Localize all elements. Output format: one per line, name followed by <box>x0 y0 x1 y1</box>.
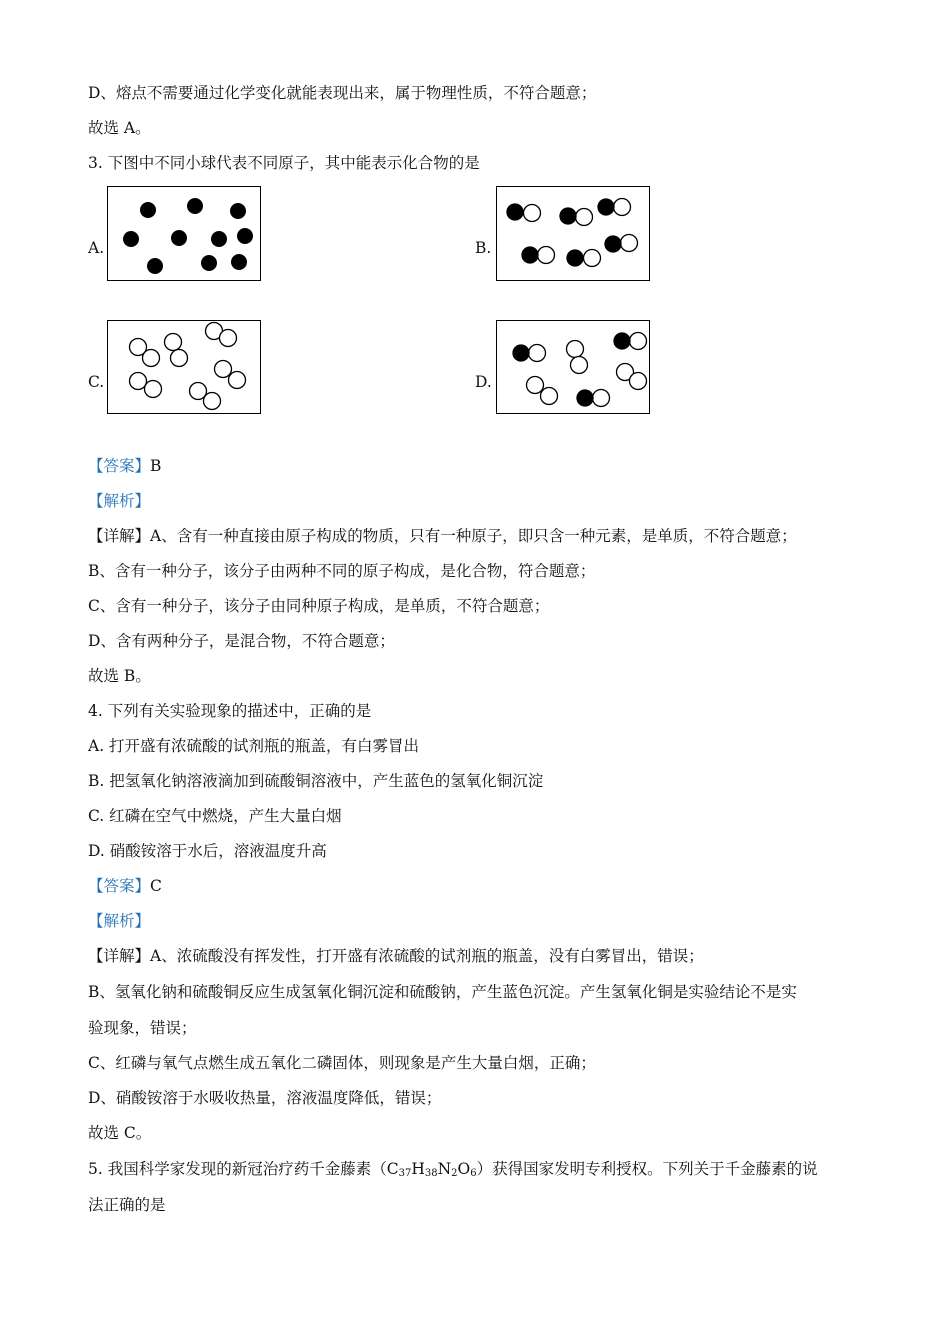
question-4: 4. 下列有关实验现象的描述中，正确的是 <box>88 702 372 720</box>
element-symbol: N <box>437 1160 452 1178</box>
detail-3-c: C、含有一种分子，该分子由同种原子构成，是单质，不符合题意； <box>88 597 550 615</box>
q5-text: 5. 我国科学家发现的新冠治疗药千金藤素（C <box>88 1160 399 1178</box>
detail-4-b-cont: 验现象，错误； <box>88 1019 197 1037</box>
option-c-label: C. <box>88 373 105 391</box>
detail-tag: 【详解】 <box>88 527 151 545</box>
option-a-label: A. <box>88 239 105 257</box>
answer-value: B <box>150 457 162 475</box>
figure-a <box>107 186 261 281</box>
atom-filled <box>230 203 246 219</box>
detail-text: A、含有一种直接由原子构成的物质，只有一种原子，即只含一种元素，是单质，不符合题意； <box>150 527 797 545</box>
atom-filled <box>237 228 253 244</box>
answer-tag: 【答案】 <box>88 877 151 895</box>
detail-4-c: C、红磷与氧气点燃生成五氧化二磷固体，则现象是产生大量白烟，正确； <box>88 1054 596 1072</box>
figure-c <box>107 320 261 414</box>
option-4-b: B. 把氢氧化钠溶液滴加到硫酸铜溶液中，产生蓝色的氢氧化铜沉淀 <box>88 772 544 790</box>
select-4: 故选 C。 <box>88 1124 152 1142</box>
detail-3-a <box>88 526 797 546</box>
detail-4-a <box>88 946 704 966</box>
atom-filled <box>211 231 227 247</box>
option-4-d: D. 硝酸铵溶于水后，溶液温度升高 <box>88 842 327 860</box>
figure-c-molecules <box>108 321 259 412</box>
atom-filled <box>231 254 247 270</box>
question-3: 3. 下图中不同小球代表不同原子，其中能表示化合物的是 <box>88 154 480 172</box>
text-line: 故选 A。 <box>88 119 151 137</box>
option-4-a: A. 打开盛有浓硫酸的试剂瓶的瓶盖，有白雾冒出 <box>88 737 420 755</box>
answer-3 <box>88 456 161 476</box>
detail-text: A、浓硫酸没有挥发性，打开盛有浓硫酸的试剂瓶的瓶盖，没有白雾冒出，错误； <box>150 947 704 965</box>
analysis-tag: 【解析】 <box>88 492 151 510</box>
atom-filled <box>140 202 156 218</box>
question-5 <box>88 1159 818 1179</box>
analysis-tag: 【解析】 <box>88 912 151 930</box>
atom-filled <box>147 258 163 274</box>
figure-d <box>496 320 650 414</box>
subscript: 2 <box>451 1168 458 1179</box>
detail-3-b: B、含有一种分子，该分子由两种不同的原子构成，是化合物，符合题意； <box>88 562 596 580</box>
element-symbol: O <box>457 1160 471 1178</box>
detail-tag: 【详解】 <box>88 947 151 965</box>
element-symbol: H <box>411 1160 425 1178</box>
answer-value: C <box>150 877 162 895</box>
detail-4-b: B、氢氧化钠和硫酸铜反应生成氢氧化铜沉淀和硫酸钠，产生蓝色沉淀。产生氢氧化铜是实验结论不是实 <box>88 983 797 1001</box>
atom-filled <box>171 230 187 246</box>
option-d-label: D. <box>475 373 492 391</box>
select-3: 故选 B。 <box>88 667 151 685</box>
option-4-c: C. 红磷在空气中燃烧，产生大量白烟 <box>88 807 342 825</box>
figure-d-molecules <box>497 321 648 412</box>
answer-tag: 【答案】 <box>88 457 151 475</box>
text-line: D、熔点不需要通过化学变化就能表现出来，属于物理性质，不符合题意； <box>88 84 597 102</box>
subscript: 38 <box>424 1168 438 1179</box>
atom-filled <box>187 198 203 214</box>
atom-filled <box>201 255 217 271</box>
subscript: 6 <box>470 1168 477 1179</box>
figure-a-atoms <box>108 187 259 279</box>
question-5-cont: 法正确的是 <box>88 1196 166 1214</box>
figure-b <box>496 186 650 281</box>
detail-3-d: D、含有两种分子，是混合物，不符合题意； <box>88 632 395 650</box>
q5-text: ）获得国家发明专利授权。下列关于千金藤素的说 <box>476 1160 818 1178</box>
detail-4-d: D、硝酸铵溶于水吸收热量，溶液温度降低，错误； <box>88 1089 442 1107</box>
subscript: 37 <box>398 1168 412 1179</box>
answer-4 <box>88 876 162 896</box>
atom-filled <box>123 231 139 247</box>
option-b-label: B. <box>475 239 492 257</box>
figure-b-molecules <box>497 187 648 279</box>
